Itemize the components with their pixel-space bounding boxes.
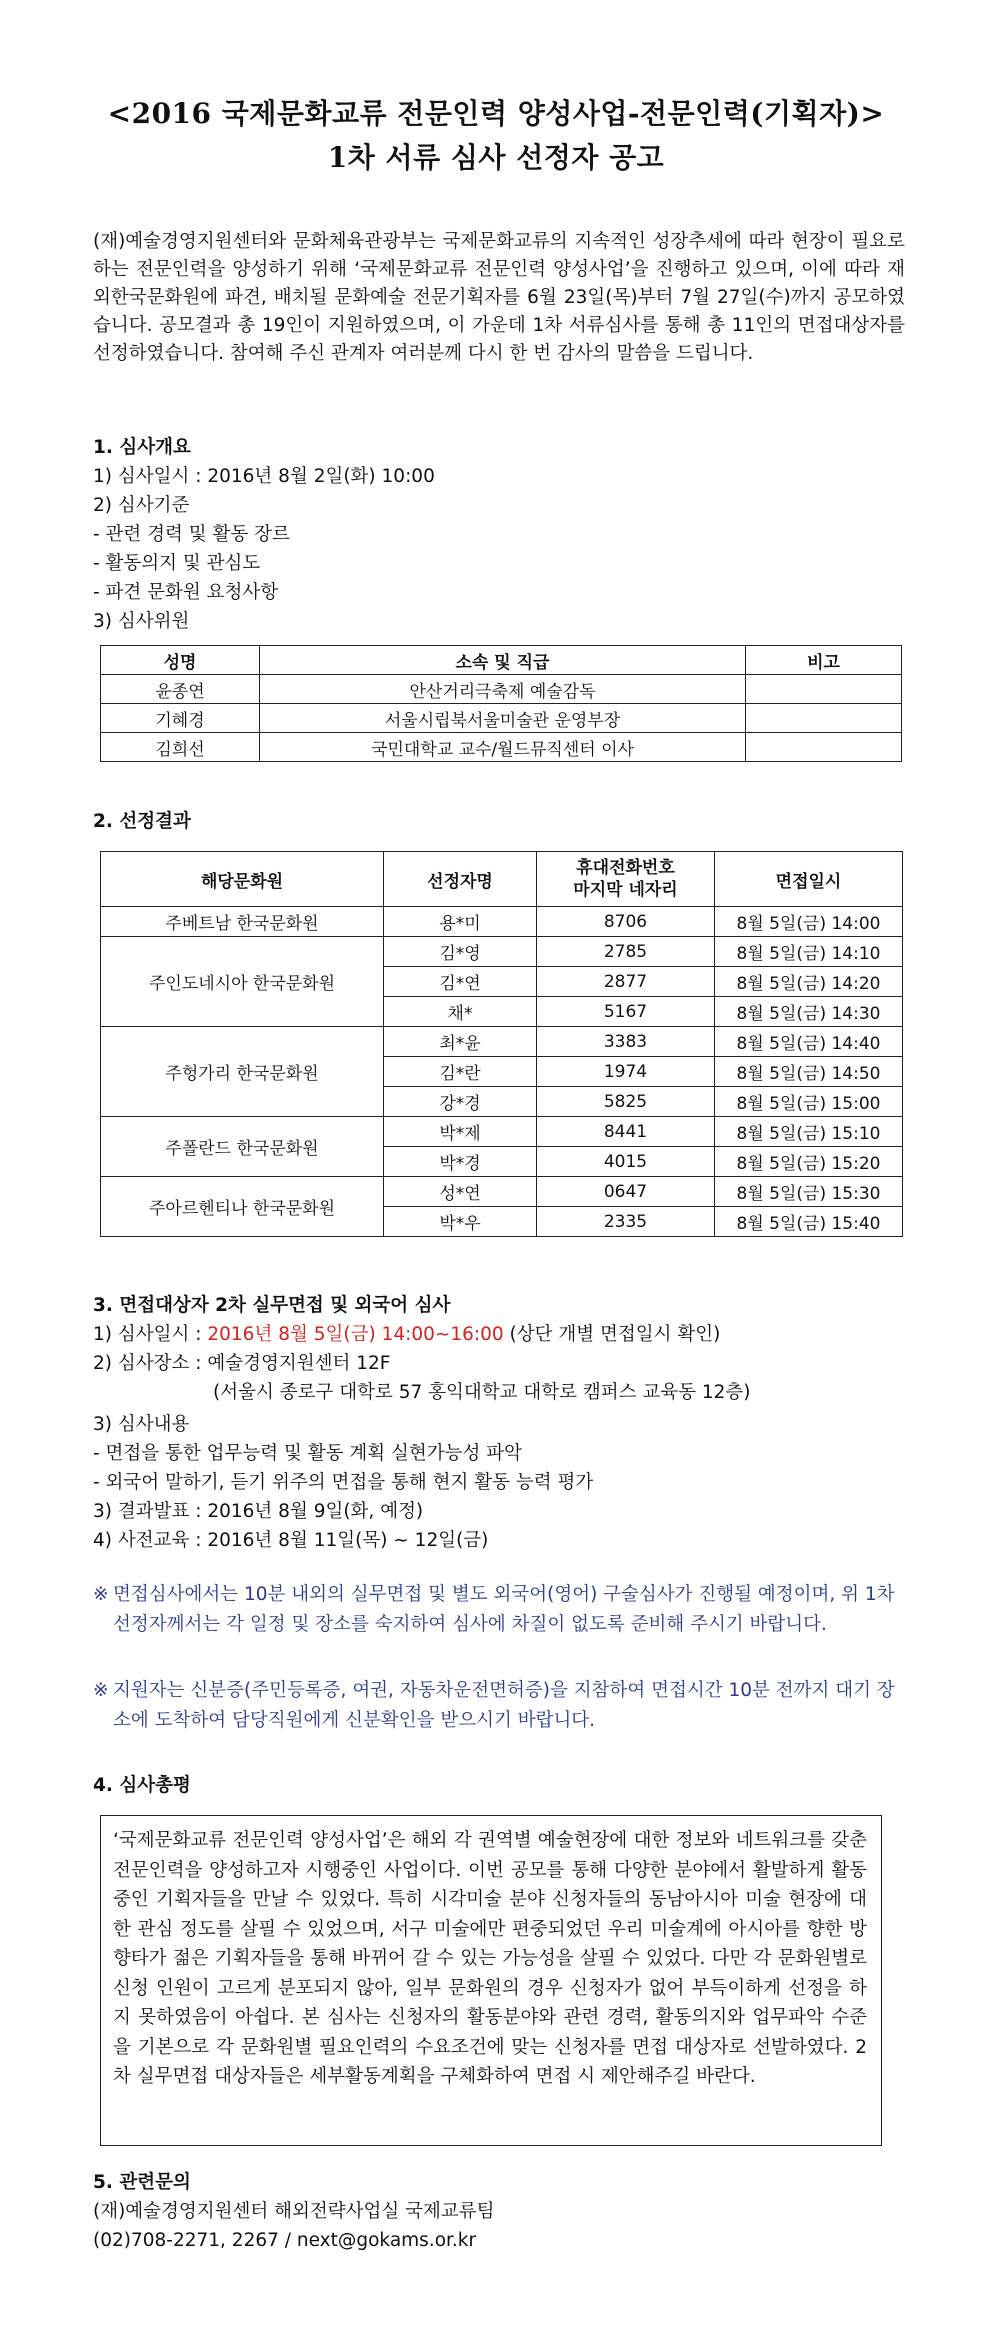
results-table [100,851,903,1237]
selectee-name: 박*우 [384,1207,537,1237]
interview-time: 8월 5일(금) 15:10 [715,1117,903,1147]
section2-heading: 2. 선정결과 [93,811,191,832]
phone-digits: 1974 [537,1057,715,1087]
page-subtitle: 1차 서류 심사 선정자 공고 [327,141,665,174]
interview-time: 8월 5일(금) 15:20 [715,1147,903,1177]
interview-time: 8월 5일(금) 14:10 [715,937,903,967]
table-row [101,1027,903,1057]
criteria-item: - 관련 경력 및 활동 장르 [93,524,290,545]
content-item: - 면접을 통한 업무능력 및 활동 계획 실현가능성 파악 [93,1443,523,1464]
section5-heading: 5. 관련문의 [93,2172,191,2193]
results-header-center: 해당문화원 [101,852,384,907]
interview-address: (서울시 종로구 대학로 57 홍익대학교 대학로 캠퍼스 교육동 12층) [213,1382,751,1403]
interview-time: 8월 5일(금) 15:30 [715,1177,903,1207]
interview-date-highlight: 2016년 8월 5일(금) 14:00~16:00 [207,1324,504,1345]
intro-paragraph: (재)예술경영지원센터와 문화체육관광부는 국제문화교류의 지속적인 성장추세에 따라 현장이 필요로 하는 전문인력을 양성하기 위해 ‘국제문화교류 전문인력 양성사업’을 진행하고 있으며, 이에 따라 재외한국문화원에 파견, 배치될 문화예술 전문기획자를 6월 23일(목)부터 7월 27일(수)까지 공모하였습니다. 공모결과 총 19인이 지원하였으며, 이 가운데 1차 서류심사를 통해 총 11인의 면접대상자를 선정하였습니다. 참여해 주신 관계자 여러분께 다시 한 번 감사의 말씀을 드립니다. [93,231,905,364]
interview-time: 8월 5일(금) 14:00 [715,907,903,937]
interview-place: 2) 심사장소 : 예술경영지원센터 12F [93,1353,391,1374]
selectee-name: 김*란 [384,1057,537,1087]
criteria-heading: 2) 심사기준 [93,495,190,516]
selectee-name: 박*경 [384,1147,537,1177]
judges-header-org: 소속 및 직급 [260,646,746,675]
table-row [101,937,903,967]
content-item: - 외국어 말하기, 듣기 위주의 면접을 통해 현지 활동 능력 평가 [93,1472,594,1493]
selectee-name: 박*제 [384,1117,537,1147]
phone-digits: 5167 [537,997,715,1027]
center-name: 주아르헨티나 한국문화원 [101,1177,384,1237]
interview-time: 8월 5일(금) 14:20 [715,967,903,997]
interview-date-prefix: 1) 심사일시 : [93,1324,208,1345]
interview-time: 8월 5일(금) 14:30 [715,997,903,1027]
table-row [101,675,902,704]
phone-digits: 4015 [537,1147,715,1177]
phone-digits: 3383 [537,1027,715,1057]
criteria-item: - 활동의지 및 관심도 [93,553,261,574]
judge-note [746,675,902,704]
education-date: 4) 사전교육 : 2016년 8월 11일(목) ~ 12일(금) [93,1530,489,1551]
table-row [101,704,902,733]
contact-org: (재)예술경영지원센터 해외전략사업실 국제교류팀 [93,2201,495,2222]
review-date: 1) 심사일시 : 2016년 8월 2일(화) 10:00 [93,466,435,487]
table-row [101,907,903,937]
judge-note [746,704,902,733]
results-header-date: 면접일시 [715,852,903,907]
judge-name: 기혜경 [101,704,260,733]
section4-heading: 4. 심사총평 [93,1775,191,1796]
phone-digits: 2877 [537,967,715,997]
table-row [101,733,902,762]
interview-date-suffix: (상단 개별 면접일시 확인) [503,1324,721,1345]
review-text: ‘국제문화교류 전문인력 양성사업’은 해외 각 권역별 예술현장에 대한 정보와 네트워크를 갖춘 전문인력을 양성하고자 시행중인 사업이다. 이번 공모를 통해 다양한 분야에서 활발하게 활동 중인 기획자들을 만날 수 있었다. 특히 시각미술 분야 신청자들의 동남아시아 미술 현장에 대한 관심 정도를 살필 수 있었으며, 서구 미술에만 편중되었던 우리 미술계에 아시아를 향한 방향타가 젊은 기획자들을 통해 바뀌어 갈 수 있는 가능성을 살필 수 있었다. 다만 각 문화원별로 신청 인원이 고르게 분포되지 않아, 일부 문화원의 경우 신청자가 없어 부득이하게 선정을 하지 못하였음이 아쉽다. 본 심사는 신청자의 활동분야와 관련 경력, 활동의지와 업무파악 수준을 기본으로 각 문화원별 필요인력의 수요조건에 맞는 신청자를 면접 대상자로 선발하였다. 2차 실무면접 대상자들은 세부활동계획을 구체화하여 면접 시 제안해주길 바란다. [113,1830,867,2087]
results-header-phone-line2: 마지막 네자리 [573,880,678,900]
selectee-name: 최*윤 [384,1027,537,1057]
center-name: 주인도네시아 한국문화원 [101,937,384,1027]
section3-heading: 3. 면접대상자 2차 실무면접 및 외국어 심사 [93,1295,451,1316]
interview-time: 8월 5일(금) 14:40 [715,1027,903,1057]
phone-digits: 8441 [537,1117,715,1147]
results-header-phone [537,852,715,907]
selectee-name: 강*경 [384,1087,537,1117]
phone-digits: 2785 [537,937,715,967]
phone-digits: 0647 [537,1177,715,1207]
phone-digits: 8706 [537,907,715,937]
judge-org: 안산거리극축제 예술감독 [260,675,746,704]
result-date: 3) 결과발표 : 2016년 8월 9일(화, 예정) [93,1501,424,1522]
table-row [101,1177,903,1207]
notice-text: 지원자는 신분증(주민등록증, 여권, 자동차운전면허증)을 지참하여 면접시간 10분 전까지 대기 장소에 도착하여 담당직원에게 신분확인을 받으시기 바랍니다. [113,1680,895,1731]
selectee-name: 김*연 [384,967,537,997]
interview-time: 8월 5일(금) 14:50 [715,1057,903,1087]
phone-digits: 5825 [537,1087,715,1117]
center-name: 주헝가리 한국문화원 [101,1027,384,1117]
judges-heading: 3) 심사위원 [93,611,190,632]
content-heading: 3) 심사내용 [93,1414,190,1435]
judge-name: 김희선 [101,733,260,762]
results-header-phone-line1: 휴대전화번호 [576,858,675,878]
contact-info: (02)708-2271, 2267 / next@gokams.or.kr [93,2230,477,2251]
notice-id [93,1676,905,1736]
judges-table [100,645,902,762]
notice-mark: ※ [93,1584,109,1605]
notice-mark: ※ [93,1680,109,1701]
center-name: 주베트남 한국문화원 [101,907,384,937]
judge-org: 국민대학교 교수/월드뮤직센터 이사 [260,733,746,762]
criteria-item: - 파견 문화원 요청사항 [93,582,279,603]
judge-note [746,733,902,762]
page-title: <2016 국제문화교류 전문인력 양성사업-전문인력(기획자)> [107,97,885,130]
selectee-name: 채* [384,997,537,1027]
section1-heading: 1. 심사개요 [93,437,191,458]
center-name: 주폴란드 한국문화원 [101,1117,384,1177]
judge-org: 서울시립북서울미술관 운영부장 [260,704,746,733]
judge-name: 윤종연 [101,675,260,704]
selectee-name: 김*영 [384,937,537,967]
notice-interview [93,1580,905,1640]
review-box [100,1815,882,2146]
table-row [101,1117,903,1147]
selectee-name: 용*미 [384,907,537,937]
interview-time: 8월 5일(금) 15:40 [715,1207,903,1237]
notice-text: 면접심사에서는 10분 내외의 실무면접 및 별도 외국어(영어) 구술심사가 진행될 예정이며, 위 1차 선정자께서는 각 일정 및 장소를 숙지하여 심사에 차질이 없도록 준비해 주시기 바랍니다. [113,1584,895,1635]
selectee-name: 성*연 [384,1177,537,1207]
results-header-name: 선정자명 [384,852,537,907]
judges-header-name: 성명 [101,646,260,675]
judges-header-note: 비고 [746,646,902,675]
interview-date [93,1321,720,1349]
phone-digits: 2335 [537,1207,715,1237]
interview-time: 8월 5일(금) 15:00 [715,1087,903,1117]
